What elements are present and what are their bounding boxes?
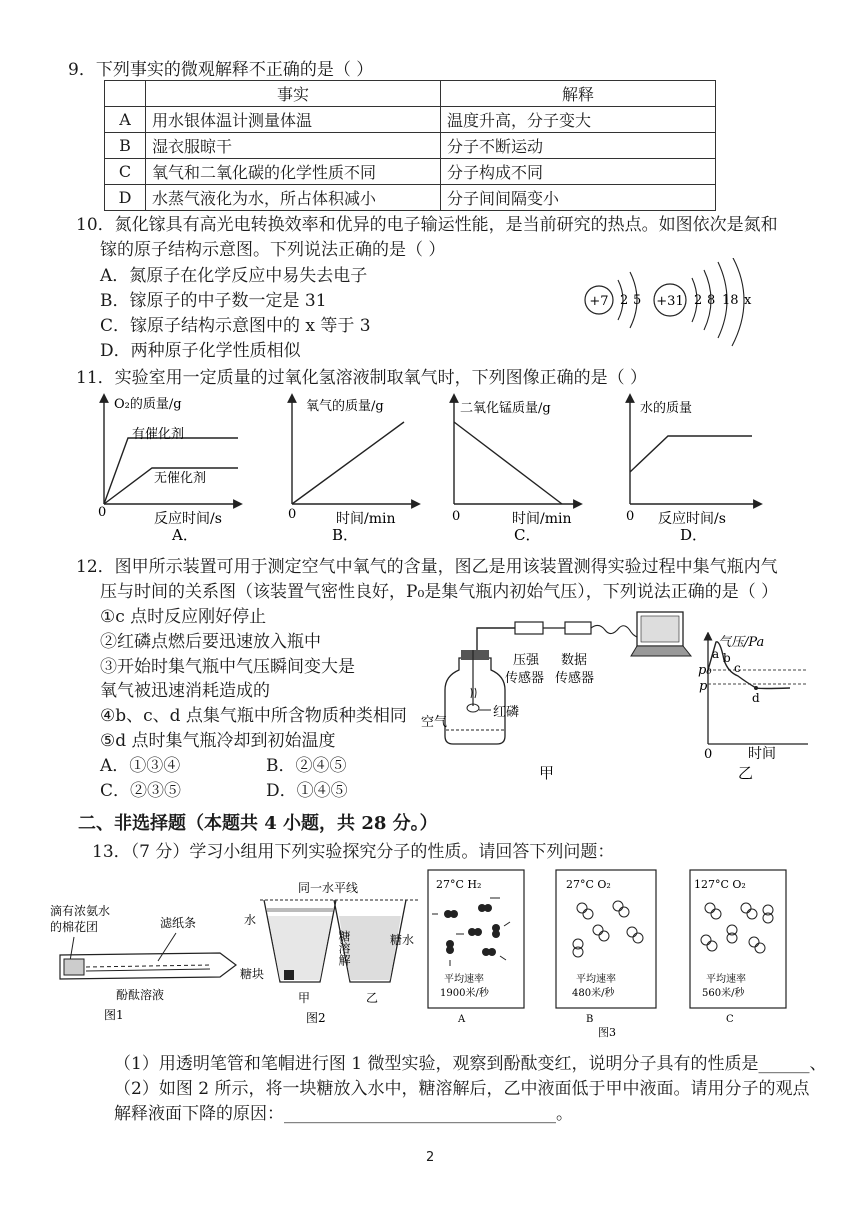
gas-bottle [445, 658, 505, 744]
q10-stem-2: 镓的原子结构示意图。下列说法正确的是（ ） [100, 240, 446, 260]
graph-c-letter: C． [514, 526, 541, 544]
panel-b-rate-label: 平均速率 [576, 974, 616, 985]
graph-c [452, 398, 578, 544]
pressure-sensor-icon [515, 622, 543, 634]
figure-yi-caption: 乙 [738, 764, 754, 782]
q13-stem: 13．（7 分）学习小组用下列实验探究分子的性质。请回答下列问题： [92, 842, 615, 862]
row-fact: 湿衣服晾干 [146, 133, 441, 159]
q12-item-1: ①c 点时反应刚好停止 [100, 607, 267, 627]
graph-a-origin: 0 [98, 505, 107, 520]
graph-yi-p0: p₀ [698, 663, 712, 678]
graph-a-line2-label: 无催化剂 [154, 471, 207, 486]
graph-a-line1-label: 有催化剂 [132, 427, 185, 442]
fig1-label-ammonia: 滴有浓氨水 [50, 904, 111, 918]
q10-option-a: A．氮原子在化学反应中易失去电子 [100, 266, 368, 286]
graph-c-xlabel: 时间/min [512, 511, 572, 527]
fig3-panel-a [428, 870, 524, 1025]
row-explain: 分子构成不同 [441, 159, 716, 185]
fig1-label-cotton: 的棉花团 [50, 920, 99, 934]
q13-figure-3 [420, 866, 790, 1041]
q12-item-3: ③开始时集气瓶中气压瞬间变大是 [100, 657, 355, 677]
fig2-label-dissolve [337, 929, 351, 966]
graph-yi-ylabel: 气压/Pa [718, 635, 765, 650]
fig2-label-water: 水 [244, 913, 257, 927]
graph-yi-p: p [699, 679, 708, 694]
point-d-label: d [752, 691, 760, 705]
q9-header-fact: 事实 [146, 81, 441, 107]
panel-b-title: 27°C O₂ [566, 878, 611, 891]
table-row [105, 185, 716, 211]
q13-figure-2 [240, 878, 430, 1028]
q12-option-a: A．①③④ [100, 756, 181, 776]
fig1-label-filter-paper: 滤纸条 [160, 916, 197, 930]
q12-apparatus-figure [415, 606, 695, 784]
graph-yi-xlabel: 时间 [748, 746, 776, 762]
nitrogen-shell-2: 5 [633, 293, 642, 308]
fig3-panel-c [690, 870, 786, 1025]
graph-d-ylabel: 水的质量 [640, 401, 693, 416]
q12-stem-2: 压与时间的关系图（该装置气密性良好，P₀是集气瓶内初始气压），下列说法正确的是（ ） [100, 582, 779, 602]
row-letter: A [105, 107, 146, 133]
fig3-caption: 图3 [598, 1026, 616, 1039]
panel-c-rate-label: 平均速率 [706, 974, 746, 985]
q9-stem: 9．下列事实的微观解释不正确的是（ ） [68, 60, 374, 80]
point-c-label: c [734, 661, 741, 675]
q12-pressure-graph [690, 632, 810, 782]
point-a-label: a [712, 647, 720, 661]
q10-option-d: D．两种原子化学性质相似 [100, 341, 301, 361]
svg-text:糖溶解: 糖溶解 [337, 930, 351, 966]
q12-stem-1: 12．图甲所示装置可用于测定空气中氧气的含量，图乙是用该装置测得实验过程中集气瓶内气 [76, 557, 778, 577]
sugar-cube-icon [284, 970, 294, 980]
gallium-shell-2: 8 [707, 293, 716, 308]
graph-c-ylabel: 二氧化锰质量/g [460, 401, 551, 416]
q12-item-2: ②红磷点燃后要迅速放入瓶中 [100, 632, 321, 652]
stopper [461, 650, 489, 660]
graph-d-origin: 0 [626, 509, 635, 524]
fig2-label-sugar-water: 糖水 [390, 933, 415, 947]
row-fact: 氧气和二氧化碳的化学性质不同 [146, 159, 441, 185]
fig2-label-jia: 甲 [298, 991, 311, 1005]
point-b-label: b [723, 651, 731, 665]
nitrogen-nucleus-label: +7 [589, 294, 609, 309]
gallium-nucleus-label: +31 [656, 294, 684, 309]
gallium-shell-1: 2 [694, 293, 703, 308]
data-sensor-icon [565, 622, 591, 634]
q12-option-d: D．①④⑤ [266, 781, 348, 801]
row-fact: 用水银体温计测量体温 [146, 107, 441, 133]
panel-c-title: 127°C O₂ [694, 878, 746, 891]
fig2-label-sugar: 糖块 [240, 967, 265, 981]
nitrogen-shell-1: 2 [620, 293, 629, 308]
row-fact: 水蒸气液化为水，所占体积减小 [146, 185, 441, 211]
panel-b-rate: 480米/秒 [572, 988, 615, 999]
q9-table [104, 80, 716, 211]
row-explain: 分子间间隔变小 [441, 185, 716, 211]
graph-a [98, 397, 238, 544]
row-letter: B [105, 133, 146, 159]
red-phosphorus-label: 红磷 [493, 705, 520, 720]
graph-c-origin: 0 [452, 509, 461, 524]
graph-yi-origin: 0 [704, 747, 713, 762]
fig2-caption: 图2 [306, 1011, 326, 1025]
q12-item-5: ⑤d 点时集气瓶冷却到初始温度 [100, 731, 336, 751]
q12-item-4: ④b、c、d 点集气瓶中所含物质种类相同 [100, 706, 407, 726]
graph-d-xlabel: 反应时间/s [658, 511, 726, 527]
graph-b-xlabel: 时间/min [336, 511, 396, 527]
table-row [105, 107, 716, 133]
pressure-sensor-label-2: 传感器 [505, 671, 545, 686]
q10-stem-1: 10．氮化镓具有高光电转换效率和优异的电子输运性能，是当前研究的热点。如图依次是氮和 [76, 215, 778, 235]
fig2-label-level: 同一水平线 [298, 881, 359, 895]
gallium-shell-3: 18 [722, 293, 739, 308]
gallium-shell-4: x [744, 293, 752, 308]
q11-stem: 11．实验室用一定质量的过氧化氢溶液制取氧气时，下列图像正确的是（ ） [76, 368, 648, 388]
panel-a-title: 27°C H₂ [436, 878, 482, 891]
q10-option-c: C．镓原子结构示意图中的 x 等于 3 [100, 316, 371, 336]
graph-d [626, 398, 758, 544]
page-number: 2 [426, 1150, 435, 1165]
graph-a-xlabel: 反应时间/s [154, 511, 222, 527]
pressure-sensor-label: 压强 [513, 653, 540, 668]
table-row [105, 159, 716, 185]
graph-a-ylabel: O₂的质量/g [114, 397, 182, 412]
air-label: 空气 [421, 715, 448, 730]
data-sensor-label-2: 传感器 [555, 671, 595, 686]
panel-a-rate: 1900米/秒 [440, 988, 489, 999]
q12-option-b: B．②④⑤ [266, 756, 347, 776]
graph-b [288, 398, 416, 544]
fig1-label-phenolphthalein: 酚酞溶液 [116, 988, 165, 1002]
data-sensor-label: 数据 [561, 653, 588, 668]
graph-b-letter: B． [332, 526, 359, 544]
table-row [105, 133, 716, 159]
q13-figure-1 [50, 895, 240, 1025]
q13-sub-2: （2）如图 2 所示，将一块糖放入水中，糖溶解后，乙中液面低于甲中液面。请用分子的观点 [114, 1079, 810, 1099]
pen-tube [60, 953, 236, 979]
graph-a-letter: A． [172, 526, 198, 544]
graph-b-ylabel: 氧气的质量/g [306, 399, 384, 414]
section-2-title: 二、非选择题（本题共 4 小题，共 28 分。） [78, 813, 438, 834]
figure-jia-caption: 甲 [539, 764, 555, 782]
fig2-label-yi: 乙 [366, 991, 379, 1005]
q13-sub-2b: 解释液面下降的原因：________________________________。 [114, 1104, 573, 1124]
fig3-panel-b [556, 870, 656, 1025]
row-letter: D [105, 185, 146, 211]
q9-header-explain: 解释 [441, 81, 716, 107]
graph-b-origin: 0 [288, 507, 297, 522]
q12-option-c: C．②③⑤ [100, 781, 182, 801]
panel-c-letter: C [726, 1014, 734, 1025]
atom-structure-diagrams [580, 258, 780, 358]
graph-d-letter: D． [680, 526, 708, 544]
panel-a-rate-label: 平均速率 [444, 974, 484, 985]
fig1-caption: 图1 [104, 1008, 124, 1022]
panel-a-letter: A [458, 1014, 466, 1025]
row-explain: 分子不断运动 [441, 133, 716, 159]
q12-item-3b: 氧气被迅速消耗造成的 [100, 681, 270, 701]
q11-graphs [90, 392, 770, 548]
panel-c-rate: 560米/秒 [702, 988, 745, 999]
q10-option-b: B．镓原子的中子数一定是 31 [100, 291, 327, 311]
q13-sub-1: （1）用透明笔管和笔帽进行图 1 微型实验，观察到酚酞变红，说明分子具有的性质是______、 [114, 1054, 827, 1074]
row-explain: 温度升高，分子变大 [441, 107, 716, 133]
panel-b-letter: B [586, 1014, 594, 1025]
row-letter: C [105, 159, 146, 185]
